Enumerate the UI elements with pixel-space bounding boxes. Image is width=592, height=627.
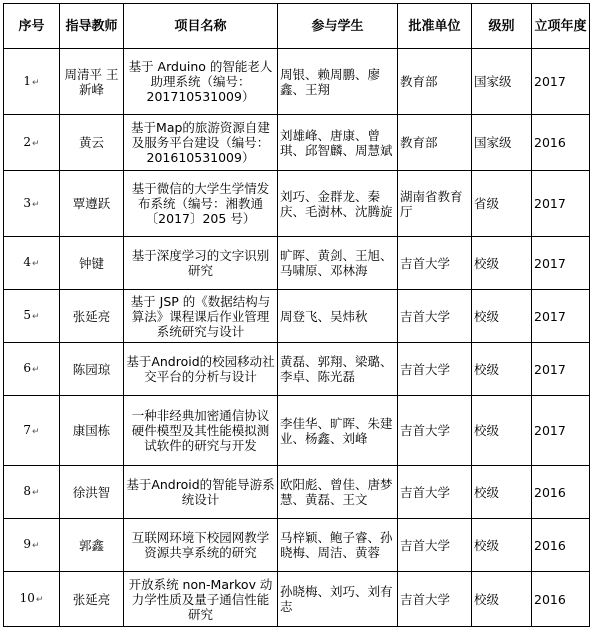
header-row [4, 4, 590, 49]
year-cell: 2016 [532, 519, 590, 572]
advisor-cell: 张延亮 [60, 290, 124, 343]
level-cell: 校级 [472, 237, 532, 290]
advisor-cell: 覃遵跃 [60, 171, 124, 237]
students-cell: 黄磊、郭翔、梁璐、李卓、陈光磊 [278, 343, 398, 396]
advisor-cell: 黄云 [60, 115, 124, 171]
header-students: 参与学生 [278, 4, 398, 49]
return-mark-icon: ↵ [32, 488, 40, 498]
unit-cell: 吉首大学 [398, 343, 472, 396]
level-cell: 校级 [472, 519, 532, 572]
year-cell: 2017 [532, 396, 590, 466]
students-cell: 孙晓梅、刘巧、刘有志 [278, 572, 398, 627]
row-num-cell [4, 115, 60, 171]
project-cell: 基于 JSP 的《数据结构与算法》课程课后作业管理系统研究与设计 [124, 290, 278, 343]
level-cell: 国家级 [472, 115, 532, 171]
row-num: 10 [19, 591, 35, 605]
return-mark-icon: ↵ [32, 199, 40, 210]
unit-cell: 吉首大学 [398, 519, 472, 572]
table-row [4, 396, 590, 466]
advisor-cell: 张延亮 [60, 572, 124, 627]
return-mark-icon: ↵ [32, 541, 40, 551]
project-cell: 一种非经典加密通信协议硬件模型及其性能模拟测试软件的研究与开发 [124, 396, 278, 466]
unit-cell: 吉首大学 [398, 290, 472, 343]
unit-cell: 教育部 [398, 115, 472, 171]
header-num: 序号 [4, 4, 60, 49]
unit-cell: 湖南省教育厅 [398, 171, 472, 237]
header-project: 项目名称 [124, 4, 278, 49]
level-cell: 校级 [472, 290, 532, 343]
row-num: 6 [23, 361, 32, 375]
year-cell: 2017 [532, 171, 590, 237]
row-num: 1 [23, 73, 32, 88]
students-cell: 欧阳彪、曾佳、唐梦慧、黄磊、王文 [278, 466, 398, 519]
header-advisor: 指导教师 [60, 4, 124, 49]
students-cell: 马梓颖、鲍子睿、孙晓梅、周洁、黄蓉 [278, 519, 398, 572]
level-cell: 校级 [472, 343, 532, 396]
row-num: 4 [23, 255, 32, 269]
return-mark-icon: ↵ [32, 77, 40, 88]
return-mark-icon: ↵ [32, 312, 40, 322]
project-cell: 开放系统 non-Markov 动力学性质及量子通信性能研究 [124, 572, 278, 627]
header-unit: 批准单位 [398, 4, 472, 49]
advisor-cell: 陈园琼 [60, 343, 124, 396]
table-row [4, 237, 590, 290]
return-mark-icon: ↵ [32, 426, 40, 437]
table-row [4, 115, 590, 171]
students-cell: 李佳华、旷晖、朱建业、杨鑫、刘峰 [278, 396, 398, 466]
table-row [4, 466, 590, 519]
level-cell: 校级 [472, 466, 532, 519]
return-mark-icon: ↵ [32, 259, 40, 269]
students-cell: 刘巧、金群龙、秦庆、毛澍林、沈腾旋 [278, 171, 398, 237]
header-level: 级别 [472, 4, 532, 49]
table-row [4, 343, 590, 396]
row-num-cell [4, 572, 60, 627]
table-row [4, 171, 590, 237]
advisor-cell: 徐洪智 [60, 466, 124, 519]
year-cell: 2017 [532, 290, 590, 343]
row-num: 7 [23, 422, 32, 437]
year-cell: 2017 [532, 343, 590, 396]
advisor-cell: 钟键 [60, 237, 124, 290]
row-num-cell [4, 290, 60, 343]
advisor-cell: 郭鑫 [60, 519, 124, 572]
year-cell: 2016 [532, 115, 590, 171]
row-num-cell [4, 343, 60, 396]
table-row [4, 49, 590, 115]
row-num-cell [4, 519, 60, 572]
project-cell: 基于Android的校园移动社交平台的分析与设计 [124, 343, 278, 396]
project-cell: 基于深度学习的文字识别研究 [124, 237, 278, 290]
level-cell: 国家级 [472, 49, 532, 115]
unit-cell: 教育部 [398, 49, 472, 115]
level-cell: 校级 [472, 572, 532, 627]
table-row [4, 572, 590, 627]
advisor-cell: 康国栋 [60, 396, 124, 466]
level-cell: 校级 [472, 396, 532, 466]
year-cell: 2017 [532, 49, 590, 115]
row-num-cell [4, 396, 60, 466]
header-year: 立项年度 [532, 4, 590, 49]
row-num: 3 [23, 195, 32, 210]
unit-cell: 吉首大学 [398, 396, 472, 466]
project-cell: 基于微信的大学生学情发布系统（编号：湘教通〔2017〕205 号） [124, 171, 278, 237]
row-num-cell [4, 49, 60, 115]
return-mark-icon: ↵ [35, 595, 44, 605]
table-row [4, 519, 590, 572]
row-num-cell [4, 237, 60, 290]
table-row [4, 290, 590, 343]
level-cell: 省级 [472, 171, 532, 237]
row-num-cell [4, 466, 60, 519]
row-num: 8 [23, 484, 32, 498]
project-cell: 基于Map的旅游资源自建及服务平台建设（编号：201610531009） [124, 115, 278, 171]
row-num: 2 [23, 134, 32, 149]
year-cell: 2016 [532, 572, 590, 627]
unit-cell: 吉首大学 [398, 237, 472, 290]
year-cell: 2017 [532, 237, 590, 290]
row-num: 5 [23, 308, 32, 322]
return-mark-icon: ↵ [32, 365, 40, 375]
projects-table [3, 3, 590, 627]
project-cell: 基于 Arduino 的智能老人助理系统（编号：201710531009） [124, 49, 278, 115]
row-num: 9 [23, 537, 32, 551]
students-cell: 旷晖、黄剑、王旭、马啸原、邓林海 [278, 237, 398, 290]
unit-cell: 吉首大学 [398, 572, 472, 627]
students-cell: 周登飞、吴炜秋 [278, 290, 398, 343]
advisor-cell: 周清平 王新峰 [60, 49, 124, 115]
students-cell: 刘雄峰、唐康、曾琪、邱智麟、周慧斌 [278, 115, 398, 171]
row-num-cell [4, 171, 60, 237]
year-cell: 2016 [532, 466, 590, 519]
students-cell: 周银、赖周鹏、廖鑫、王翔 [278, 49, 398, 115]
project-cell: 互联网环境下校园网教学资源共享系统的研究 [124, 519, 278, 572]
project-cell: 基于Android的智能导游系统设计 [124, 466, 278, 519]
return-mark-icon: ↵ [32, 138, 40, 149]
unit-cell: 吉首大学 [398, 466, 472, 519]
